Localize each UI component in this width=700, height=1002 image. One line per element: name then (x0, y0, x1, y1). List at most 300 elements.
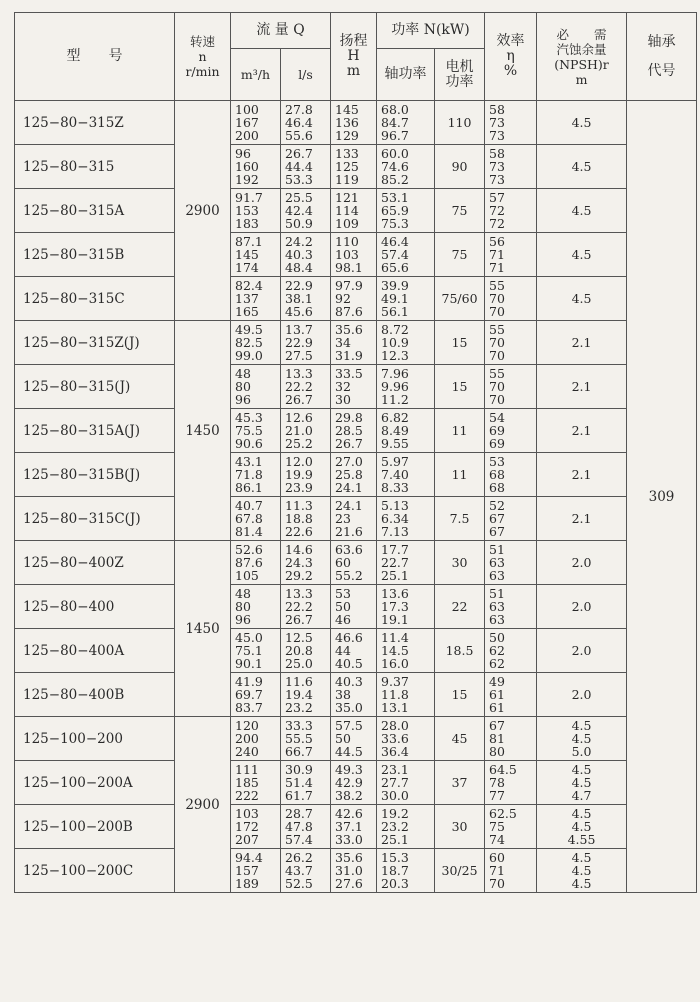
flow-m3h-cell-value: 82.4 (235, 278, 263, 293)
motor-power-cell: 15 (435, 321, 485, 365)
flow-ls-cell-value: 53.3 (285, 172, 313, 187)
motor-power-cell: 15 (435, 365, 485, 409)
flow-ls-cell-value: 27.5 (285, 348, 313, 363)
efficiency-cell-value: 57 (489, 190, 505, 205)
efficiency-cell-value: 73 (489, 159, 505, 174)
npsh-cell-value: 2.1 (571, 335, 592, 350)
efficiency-cell-value: 60 (489, 850, 505, 865)
flow-ls-cell-value: 23.9 (285, 480, 313, 495)
model-cell: 125−100−200 (15, 717, 175, 761)
flow-ls-cell-value: 55.5 (285, 731, 313, 746)
flow-m3h-cell (231, 101, 281, 145)
flow-m3h-cell (231, 365, 281, 409)
efficiency-cell-value: 68 (489, 480, 505, 495)
shaft-power-cell-value: 36.4 (381, 744, 409, 759)
flow-m3h-cell-value: 200 (235, 128, 259, 143)
shaft-power-cell-value: 8.33 (381, 480, 409, 495)
npsh-cell-value: 2.0 (571, 555, 592, 570)
flow-m3h-cell-value: 96 (235, 146, 251, 161)
head-cell-value: 42.6 (335, 806, 363, 821)
table-row (15, 541, 697, 585)
efficiency-cell-value: 55 (489, 366, 505, 381)
shaft-power-cell (377, 541, 435, 585)
header-flow: 流 量 Q (231, 13, 331, 49)
table-row (15, 453, 697, 497)
shaft-power-cell-value: 25.1 (381, 568, 409, 583)
shaft-power-cell (377, 629, 435, 673)
flow-m3h-cell (231, 189, 281, 233)
efficiency-cell-value: 58 (489, 146, 505, 161)
flow-ls-cell (281, 365, 331, 409)
shaft-power-cell-value: 13.6 (381, 586, 409, 601)
head-cell (331, 365, 377, 409)
head-cell-value: 136 (335, 115, 359, 130)
flow-ls-cell-value: 47.8 (285, 819, 313, 834)
flow-m3h-cell-value: 145 (235, 247, 259, 262)
flow-ls-cell-value: 45.6 (285, 304, 313, 319)
flow-m3h-cell (231, 409, 281, 453)
efficiency-cell-value: 71 (489, 260, 505, 275)
head-cell-value: 103 (335, 247, 359, 262)
flow-m3h-cell-value: 192 (235, 172, 259, 187)
head-cell-value: 35.6 (335, 322, 363, 337)
npsh-cell-value: 4.5 (571, 291, 592, 306)
flow-m3h-cell (231, 585, 281, 629)
flow-ls-cell (281, 805, 331, 849)
flow-m3h-cell (231, 233, 281, 277)
model-cell: 125−80−400A (15, 629, 175, 673)
flow-m3h-cell-value: 189 (235, 876, 259, 891)
npsh-cell-value: 5.0 (571, 744, 592, 759)
flow-ls-cell-value: 38.1 (285, 291, 313, 306)
shaft-power-cell-value: 57.4 (381, 247, 409, 262)
flow-m3h-cell-value: 80 (235, 379, 251, 394)
efficiency-cell (485, 717, 537, 761)
head-cell (331, 761, 377, 805)
model-cell: 125−80−315B(J) (15, 453, 175, 497)
shaft-power-cell (377, 145, 435, 189)
efficiency-cell-value: 77 (489, 788, 505, 803)
flow-m3h-cell-value: 167 (235, 115, 259, 130)
head-cell-value: 24.1 (335, 498, 363, 513)
efficiency-cell (485, 189, 537, 233)
head-cell-value: 55.2 (335, 568, 363, 583)
motor-power-cell: 90 (435, 145, 485, 189)
npsh-cell (537, 321, 627, 365)
flow-m3h-cell (231, 321, 281, 365)
head-cell-value: 21.6 (335, 524, 363, 539)
flow-ls-cell-value: 22.2 (285, 379, 313, 394)
npsh-cell (537, 233, 627, 277)
flow-ls-cell-value: 11.3 (285, 498, 313, 513)
flow-ls-cell-value: 26.2 (285, 850, 313, 865)
head-cell-value: 49.3 (335, 762, 363, 777)
head-cell-value: 33.5 (335, 366, 363, 381)
npsh-cell (537, 673, 627, 717)
efficiency-cell-value: 73 (489, 115, 505, 130)
efficiency-cell-value: 78 (489, 775, 505, 790)
flow-m3h-cell-value: 200 (235, 731, 259, 746)
efficiency-cell (485, 365, 537, 409)
table-row (15, 629, 697, 673)
flow-ls-cell-value: 25.2 (285, 436, 313, 451)
npsh-cell (537, 805, 627, 849)
flow-m3h-cell-value: 75.1 (235, 643, 263, 658)
motor-power-cell: 30/25 (435, 849, 485, 893)
head-cell-value: 24.1 (335, 480, 363, 495)
flow-ls-cell-value: 50.9 (285, 216, 313, 231)
flow-ls-cell-value: 18.8 (285, 511, 313, 526)
flow-ls-cell-value: 12.0 (285, 454, 313, 469)
head-cell-value: 114 (335, 203, 359, 218)
shaft-power-cell-value: 65.9 (381, 203, 409, 218)
npsh-cell-value: 4.5 (571, 876, 592, 891)
flow-m3h-cell (231, 629, 281, 673)
head-cell (331, 145, 377, 189)
flow-m3h-cell-value: 91.7 (235, 190, 263, 205)
head-cell-value: 60 (335, 555, 351, 570)
npsh-cell-value: 4.5 (571, 203, 592, 218)
efficiency-cell (485, 409, 537, 453)
flow-ls-cell-value: 33.3 (285, 718, 313, 733)
head-cell-value: 27.0 (335, 454, 363, 469)
model-cell: 125−80−315C(J) (15, 497, 175, 541)
head-cell-value: 97.9 (335, 278, 363, 293)
header-head: 扬程 H m (331, 13, 377, 101)
shaft-power-cell (377, 101, 435, 145)
npsh-cell-value: 2.0 (571, 687, 592, 702)
shaft-power-cell (377, 453, 435, 497)
flow-ls-cell (281, 761, 331, 805)
efficiency-cell (485, 233, 537, 277)
flow-ls-cell-value: 22.2 (285, 599, 313, 614)
flow-m3h-cell-value: 222 (235, 788, 259, 803)
shaft-power-cell-value: 20.3 (381, 876, 409, 891)
flow-ls-cell (281, 673, 331, 717)
head-cell (331, 497, 377, 541)
head-cell-value: 28.5 (335, 423, 363, 438)
shaft-power-cell-value: 7.40 (381, 467, 409, 482)
shaft-power-cell-value: 56.1 (381, 304, 409, 319)
motor-power-cell: 11 (435, 409, 485, 453)
shaft-power-cell-value: 9.55 (381, 436, 409, 451)
flow-m3h-cell-value: 48 (235, 586, 251, 601)
shaft-power-cell-value: 19.1 (381, 612, 409, 627)
flow-ls-cell (281, 101, 331, 145)
flow-m3h-cell (231, 805, 281, 849)
head-cell (331, 541, 377, 585)
motor-power-cell: 7.5 (435, 497, 485, 541)
flow-ls-cell-value: 46.4 (285, 115, 313, 130)
efficiency-cell (485, 497, 537, 541)
efficiency-cell-value: 56 (489, 234, 505, 249)
shaft-power-cell-value: 12.3 (381, 348, 409, 363)
flow-ls-cell (281, 585, 331, 629)
efficiency-cell (485, 585, 537, 629)
shaft-power-cell-value: 13.1 (381, 700, 409, 715)
header-efficiency: 效率 η % (485, 13, 537, 101)
shaft-power-cell-value: 30.0 (381, 788, 409, 803)
flow-m3h-cell-value: 165 (235, 304, 259, 319)
npsh-cell-value: 4.5 (571, 762, 592, 777)
speed-cell: 1450 (175, 541, 231, 717)
motor-power-cell: 15 (435, 673, 485, 717)
motor-power-cell: 75/60 (435, 277, 485, 321)
flow-m3h-cell-value: 103 (235, 806, 259, 821)
head-cell-value: 129 (335, 128, 359, 143)
efficiency-cell-value: 70 (489, 348, 505, 363)
npsh-cell (537, 453, 627, 497)
flow-ls-cell-value: 23.2 (285, 700, 313, 715)
speed-cell: 1450 (175, 321, 231, 541)
flow-m3h-cell-value: 111 (235, 762, 259, 777)
flow-ls-cell-value: 48.4 (285, 260, 313, 275)
head-cell-value: 121 (335, 190, 359, 205)
efficiency-cell (485, 673, 537, 717)
flow-m3h-cell-value: 40.7 (235, 498, 263, 513)
flow-m3h-cell (231, 541, 281, 585)
flow-m3h-cell-value: 90.6 (235, 436, 263, 451)
shaft-power-cell-value: 19.2 (381, 806, 409, 821)
flow-ls-cell-value: 55.6 (285, 128, 313, 143)
efficiency-cell-value: 62.5 (489, 806, 517, 821)
motor-power-cell: 30 (435, 805, 485, 849)
efficiency-cell-value: 67 (489, 524, 505, 539)
npsh-cell-value: 4.5 (571, 806, 592, 821)
head-cell-value: 26.7 (335, 436, 363, 451)
flow-ls-cell-value: 27.8 (285, 102, 313, 117)
head-cell-value: 46.6 (335, 630, 363, 645)
npsh-cell (537, 585, 627, 629)
flow-m3h-cell-value: 81.4 (235, 524, 263, 539)
head-cell-value: 92 (335, 291, 351, 306)
head-cell-value: 35.6 (335, 850, 363, 865)
efficiency-cell-value: 62 (489, 643, 505, 658)
flow-ls-cell (281, 497, 331, 541)
npsh-cell-value: 4.5 (571, 247, 592, 262)
npsh-cell-value: 2.1 (571, 423, 592, 438)
head-cell-value: 40.3 (335, 674, 363, 689)
shaft-power-cell (377, 233, 435, 277)
flow-ls-cell-value: 57.4 (285, 832, 313, 847)
flow-ls-cell-value: 11.6 (285, 674, 313, 689)
npsh-cell (537, 497, 627, 541)
efficiency-cell-value: 61 (489, 700, 505, 715)
head-cell-value: 35.0 (335, 700, 363, 715)
flow-ls-cell-value: 43.7 (285, 863, 313, 878)
shaft-power-cell-value: 6.34 (381, 511, 409, 526)
flow-m3h-cell-value: 69.7 (235, 687, 263, 702)
model-cell: 125−100−200B (15, 805, 175, 849)
flow-m3h-cell-value: 87.6 (235, 555, 263, 570)
table-row (15, 849, 697, 893)
shaft-power-cell-value: 53.1 (381, 190, 409, 205)
head-cell (331, 101, 377, 145)
head-cell (331, 233, 377, 277)
header-speed: 转速 n r/min (175, 13, 231, 101)
head-cell-value: 87.6 (335, 304, 363, 319)
motor-power-cell: 75 (435, 189, 485, 233)
head-cell-value: 27.6 (335, 876, 363, 891)
header-bearing: 轴承 代号 (627, 13, 697, 101)
efficiency-cell-value: 49 (489, 674, 505, 689)
flow-ls-cell (281, 189, 331, 233)
flow-ls-cell-value: 24.2 (285, 234, 313, 249)
header-flow-ls: l/s (281, 49, 331, 101)
flow-m3h-cell (231, 849, 281, 893)
model-cell: 125−80−400B (15, 673, 175, 717)
flow-ls-cell-value: 19.9 (285, 467, 313, 482)
table-row (15, 673, 697, 717)
flow-m3h-cell-value: 86.1 (235, 480, 263, 495)
flow-ls-cell (281, 629, 331, 673)
shaft-power-cell-value: 11.2 (381, 392, 409, 407)
head-cell-value: 33.0 (335, 832, 363, 847)
header-flow-m3h: m³/h (231, 49, 281, 101)
flow-ls-cell-value: 13.3 (285, 586, 313, 601)
flow-ls-cell (281, 409, 331, 453)
shaft-power-cell-value: 46.4 (381, 234, 409, 249)
head-cell (331, 805, 377, 849)
efficiency-cell (485, 629, 537, 673)
flow-ls-cell-value: 24.3 (285, 555, 313, 570)
flow-ls-cell-value: 51.4 (285, 775, 313, 790)
flow-ls-cell-value: 26.7 (285, 392, 313, 407)
shaft-power-cell-value: 18.7 (381, 863, 409, 878)
shaft-power-cell-value: 7.13 (381, 524, 409, 539)
efficiency-cell (485, 277, 537, 321)
flow-m3h-cell-value: 80 (235, 599, 251, 614)
flow-ls-cell-value: 42.4 (285, 203, 313, 218)
flow-ls-cell-value: 26.7 (285, 146, 313, 161)
head-cell (331, 409, 377, 453)
spec-table-body (15, 101, 697, 893)
npsh-cell (537, 101, 627, 145)
table-row (15, 805, 697, 849)
flow-m3h-cell-value: 87.1 (235, 234, 263, 249)
flow-m3h-cell-value: 207 (235, 832, 259, 847)
efficiency-cell (485, 145, 537, 189)
shaft-power-cell (377, 761, 435, 805)
motor-power-cell: 11 (435, 453, 485, 497)
efficiency-cell-value: 69 (489, 436, 505, 451)
flow-m3h-cell-value: 120 (235, 718, 259, 733)
efficiency-cell-value: 70 (489, 876, 505, 891)
npsh-cell-value: 4.55 (567, 832, 596, 847)
shaft-power-cell-value: 27.7 (381, 775, 409, 790)
table-row (15, 277, 697, 321)
npsh-cell-value: 4.5 (571, 159, 592, 174)
npsh-cell (537, 277, 627, 321)
shaft-power-cell-value: 84.7 (381, 115, 409, 130)
flow-ls-cell-value: 22.9 (285, 335, 313, 350)
flow-ls-cell-value: 25.5 (285, 190, 313, 205)
efficiency-cell-value: 67 (489, 718, 505, 733)
shaft-power-cell-value: 5.97 (381, 454, 409, 469)
head-cell (331, 453, 377, 497)
efficiency-cell (485, 849, 537, 893)
flow-ls-cell (281, 145, 331, 189)
flow-ls-cell-value: 28.7 (285, 806, 313, 821)
efficiency-cell-value: 72 (489, 203, 505, 218)
shaft-power-cell-value: 17.3 (381, 599, 409, 614)
flow-ls-cell-value: 21.0 (285, 423, 313, 438)
header-model: 型 号 (15, 13, 175, 101)
efficiency-cell-value: 53 (489, 454, 505, 469)
shaft-power-cell-value: 14.5 (381, 643, 409, 658)
shaft-power-cell (377, 365, 435, 409)
shaft-power-cell (377, 585, 435, 629)
flow-m3h-cell-value: 153 (235, 203, 259, 218)
flow-ls-cell-value: 13.7 (285, 322, 313, 337)
efficiency-cell-value: 51 (489, 586, 505, 601)
flow-m3h-cell-value: 94.4 (235, 850, 263, 865)
flow-m3h-cell-value: 43.1 (235, 454, 263, 469)
shaft-power-cell-value: 9.37 (381, 674, 409, 689)
npsh-cell (537, 761, 627, 805)
flow-m3h-cell-value: 45.3 (235, 410, 263, 425)
shaft-power-cell (377, 409, 435, 453)
npsh-cell-value: 2.1 (571, 467, 592, 482)
speed-cell: 2900 (175, 101, 231, 321)
flow-m3h-cell-value: 90.1 (235, 656, 263, 671)
model-cell: 125−100−200C (15, 849, 175, 893)
head-cell (331, 629, 377, 673)
shaft-power-cell (377, 497, 435, 541)
shaft-power-cell-value: 49.1 (381, 291, 409, 306)
header-motor-power: 电机 功率 (435, 49, 485, 101)
flow-ls-cell-value: 52.5 (285, 876, 313, 891)
head-cell (331, 849, 377, 893)
header-shaft-power: 轴功率 (377, 49, 435, 101)
shaft-power-cell-value: 85.2 (381, 172, 409, 187)
head-cell-value: 50 (335, 731, 351, 746)
flow-ls-cell-value: 19.4 (285, 687, 313, 702)
npsh-cell-value: 4.5 (571, 718, 592, 733)
table-row (15, 717, 697, 761)
flow-m3h-cell-value: 49.5 (235, 322, 263, 337)
head-cell (331, 189, 377, 233)
efficiency-cell-value: 50 (489, 630, 505, 645)
motor-power-cell: 45 (435, 717, 485, 761)
efficiency-cell-value: 69 (489, 423, 505, 438)
head-cell-value: 32 (335, 379, 351, 394)
efficiency-cell-value: 71 (489, 247, 505, 262)
head-cell-value: 145 (335, 102, 359, 117)
efficiency-cell-value: 63 (489, 599, 505, 614)
efficiency-cell (485, 805, 537, 849)
flow-m3h-cell (231, 761, 281, 805)
flow-m3h-cell-value: 41.9 (235, 674, 263, 689)
efficiency-cell-value: 51 (489, 542, 505, 557)
efficiency-cell (485, 101, 537, 145)
shaft-power-cell-value: 23.2 (381, 819, 409, 834)
shaft-power-cell-value: 15.3 (381, 850, 409, 865)
efficiency-cell-value: 70 (489, 392, 505, 407)
head-cell-value: 23 (335, 511, 351, 526)
head-cell-value: 53 (335, 586, 351, 601)
shaft-power-cell-value: 16.0 (381, 656, 409, 671)
head-cell-value: 38.2 (335, 788, 363, 803)
pump-spec-table (14, 12, 697, 893)
shaft-power-cell (377, 805, 435, 849)
shaft-power-cell (377, 189, 435, 233)
flow-m3h-cell-value: 52.6 (235, 542, 263, 557)
head-cell-value: 57.5 (335, 718, 363, 733)
head-cell-value: 50 (335, 599, 351, 614)
efficiency-cell-value: 70 (489, 304, 505, 319)
shaft-power-cell-value: 5.13 (381, 498, 409, 513)
